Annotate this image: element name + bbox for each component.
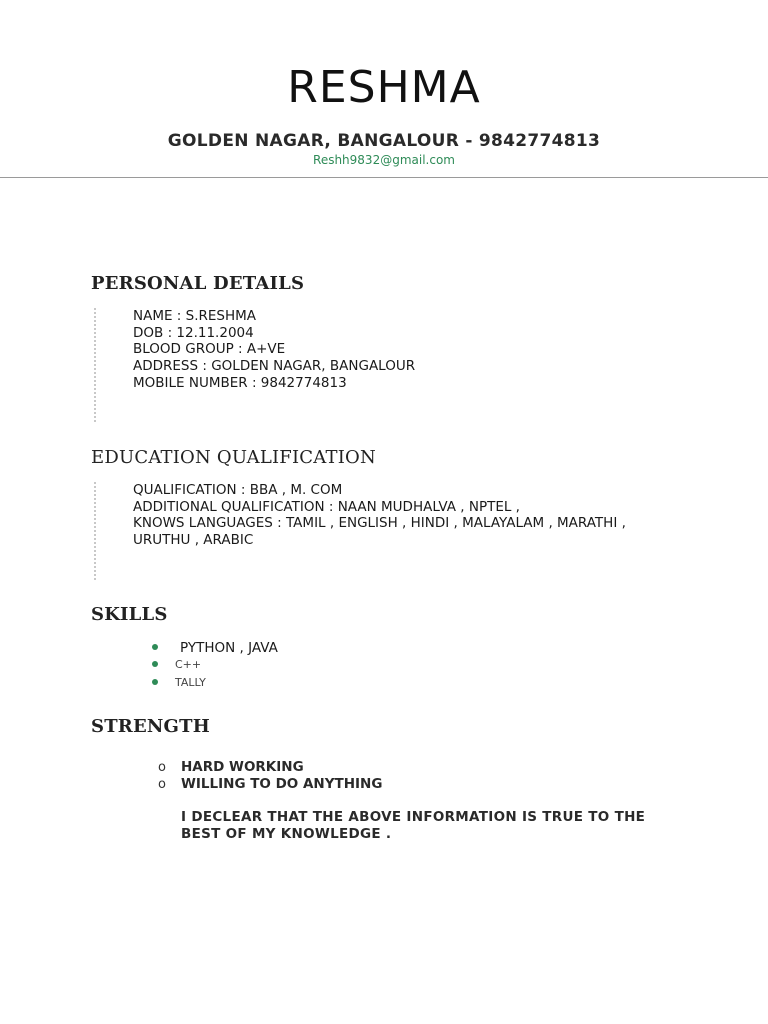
detail-name: NAME : S.RESHMA [133,308,257,324]
skill-cpp: C++ [175,658,202,671]
skill-list-item [152,679,158,685]
strength-hard-working: HARD WORKING [181,759,304,775]
list-marker: o [158,777,166,792]
education-bar [94,482,98,580]
detail-blood-group: BLOOD GROUP : A+VE [133,341,286,358]
contact-line: GOLDEN NAGAR, BANGALOUR - 9842774813 [167,131,601,151]
bullet-icon [152,679,158,685]
skill-python-java: PYTHON , JAVA [180,640,278,656]
detail-mobile: MOBILE NUMBER : 9842774813 [133,374,347,391]
list-marker: o [158,760,166,775]
strength-heading: STRENGTH [91,716,210,737]
skill-tally: TALLY [175,676,206,689]
detail-dob: DOB : 12.11.2004 [133,324,254,341]
education-qualification: QUALIFICATION : BBA , M. COM [133,482,343,498]
skill-list-item [152,644,158,650]
bullet-icon [152,661,158,667]
education-additional: ADDITIONAL QUALIFICATION : NAAN MUDHALVA , NPTEL , [133,498,520,515]
education-heading: EDUCATION QUALIFICATION [91,447,376,468]
strength-list-item [158,776,382,792]
strength-list-item [158,759,304,775]
detail-address: ADDRESS : GOLDEN NAGAR, BANGALOUR [133,358,416,375]
personal-details-heading: PERSONAL DETAILS [91,273,305,294]
header-divider [0,177,768,178]
personal-details-bar [94,308,98,422]
declaration-text: I DECLEAR THAT THE ABOVE INFORMATION IS TRUE TO THE BEST OF MY KNOWLEDGE . [181,809,646,842]
strength-willing: WILLING TO DO ANYTHING [181,776,383,792]
personal-details-list [133,308,415,392]
education-languages-cont: URUTHU , ARABIC [133,532,254,549]
skills-heading: SKILLS [91,604,168,625]
email-address: Reshh9832@gmail.com [313,153,455,167]
skill-list-item [152,661,158,667]
education-languages: KNOWS LANGUAGES : TAMIL , ENGLISH , HINDI , MALAYALAM , MARATHI , [133,515,626,532]
bullet-icon [152,644,158,650]
resume-name: RESHMA [287,62,481,113]
education-list [133,482,626,549]
